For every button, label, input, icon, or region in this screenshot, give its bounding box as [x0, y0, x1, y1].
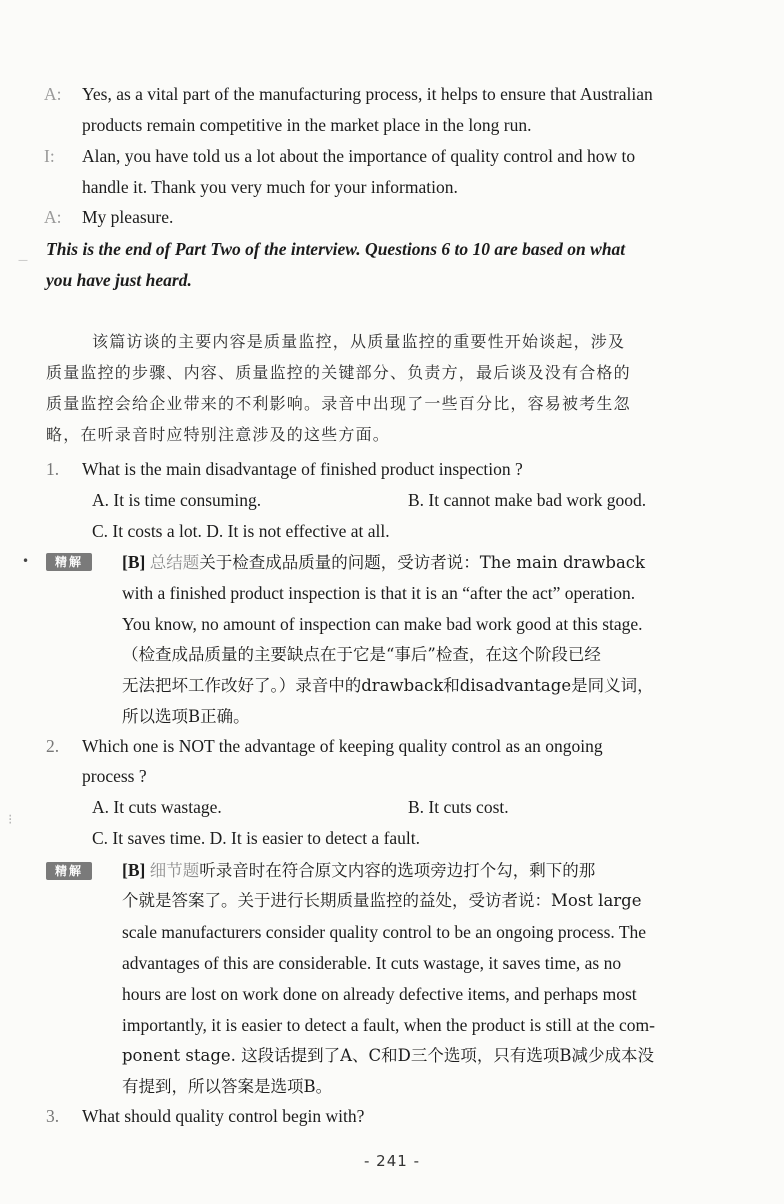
margin-mark: —	[18, 255, 28, 266]
option-b: B. It cannot make bad work good.	[408, 490, 647, 510]
question-text: What is the main disadvantage of finished product inspection ?	[82, 459, 523, 479]
question-number: 3.	[46, 1106, 60, 1126]
dialogue-text: My pleasure.	[82, 207, 174, 227]
question-type: 细节题	[149, 861, 200, 880]
analysis-line: ponent stage. 这段话提到了A、C和D三个选项，只有选项B减少成本没	[122, 1046, 655, 1065]
page-number: - 241 -	[364, 1152, 420, 1170]
question-type: 总结题	[149, 553, 200, 572]
analysis-line: You know, no amount of inspection can make bad work good at this stage.	[122, 614, 643, 634]
dialogue-text: Yes, as a vital part of the manufacturing process, it helps to ensure that Australian	[82, 84, 653, 104]
speaker-label: I:	[44, 146, 55, 166]
end-note: This is the end of Part Two of the interview. Questions 6 to 10 are based on what	[46, 239, 626, 259]
analysis-badge: 精解	[46, 862, 92, 880]
analysis-line: （检查成品质量的主要缺点在于它是“事后”检查，在这个阶段已经	[122, 645, 601, 664]
analysis-line: 无法把坏工作改好了。）录音中的drawback和disadvantage是同义词，	[122, 676, 654, 695]
summary-line: 质量监控的步骤、内容、质量监控的关键部分、负责方，最后谈及没有合格的	[46, 363, 631, 382]
dialogue-text: Alan, you have told us a lot about the importance of quality control and how to	[82, 146, 636, 166]
dialogue-text: products remain competitive in the market place in the long run.	[82, 115, 532, 135]
dialogue-line	[44, 205, 62, 229]
analysis-line: hours are lost on work done on already defective items, and perhaps most	[122, 984, 637, 1004]
end-note: you have just heard.	[46, 270, 192, 290]
summary-line: 质量监控会给企业带来的不利影响。录音中出现了一些百分比，容易被考生忽	[46, 394, 631, 413]
analysis-badge: 精解	[46, 553, 92, 571]
question-text: Which one is NOT the advantage of keeping quality control as an ongoing	[82, 736, 603, 756]
speaker-label: A:	[44, 84, 62, 104]
dialogue-line	[44, 144, 55, 168]
option-a: A. It is time consuming.	[92, 490, 262, 510]
option-b: B. It cuts cost.	[408, 797, 509, 817]
analysis-line: importantly, it is easier to detect a fault, when the product is still at the com-	[122, 1015, 655, 1035]
analysis-line	[122, 550, 645, 575]
analysis-line: advantages of this are considerable. It cuts wastage, it saves time, as no	[122, 953, 622, 973]
option-a: A. It cuts wastage.	[92, 797, 222, 817]
analysis-line	[122, 858, 595, 883]
summary-line: 该篇访谈的主要内容是质量监控，从质量监控的重要性开始谈起，涉及	[92, 332, 626, 351]
question-text: process ?	[82, 766, 147, 786]
analysis-line: with a finished product inspection is that it is an “after the act” operation.	[122, 583, 636, 603]
summary-line: 略，在听录音时应特别注意涉及的这些方面。	[46, 425, 391, 444]
question-number: 1.	[46, 459, 60, 479]
analysis-line: 所以选项B正确。	[122, 707, 250, 726]
analysis-line: 个就是答案了。关于进行长期质量监控的益处，受访者说：Most large	[122, 891, 642, 910]
question-number: 2.	[46, 736, 60, 756]
answer-label: [B]	[122, 552, 146, 572]
question-text: What should quality control begin with?	[82, 1106, 365, 1126]
analysis-text: 听录音时在符合原文内容的选项旁边打个勾，剩下的那	[199, 861, 596, 880]
speaker-label: A:	[44, 207, 62, 227]
dialogue-line	[44, 82, 62, 106]
margin-mark: ⁝	[8, 812, 13, 828]
option-c-d: C. It saves time. D. It is easier to detect a fault.	[92, 828, 421, 848]
analysis-line: scale manufacturers consider quality control to be an ongoing process. The	[122, 922, 647, 942]
bullet-dot: •	[22, 554, 30, 568]
option-c-d: C. It costs a lot. D. It is not effective at all.	[92, 521, 390, 541]
answer-label: [B]	[122, 860, 146, 880]
analysis-line: 有提到，所以答案是选项B。	[122, 1077, 333, 1096]
analysis-text: 关于检查成品质量的问题，受访者说：The main drawback	[199, 553, 646, 572]
dialogue-text: handle it. Thank you very much for your information.	[82, 177, 458, 197]
